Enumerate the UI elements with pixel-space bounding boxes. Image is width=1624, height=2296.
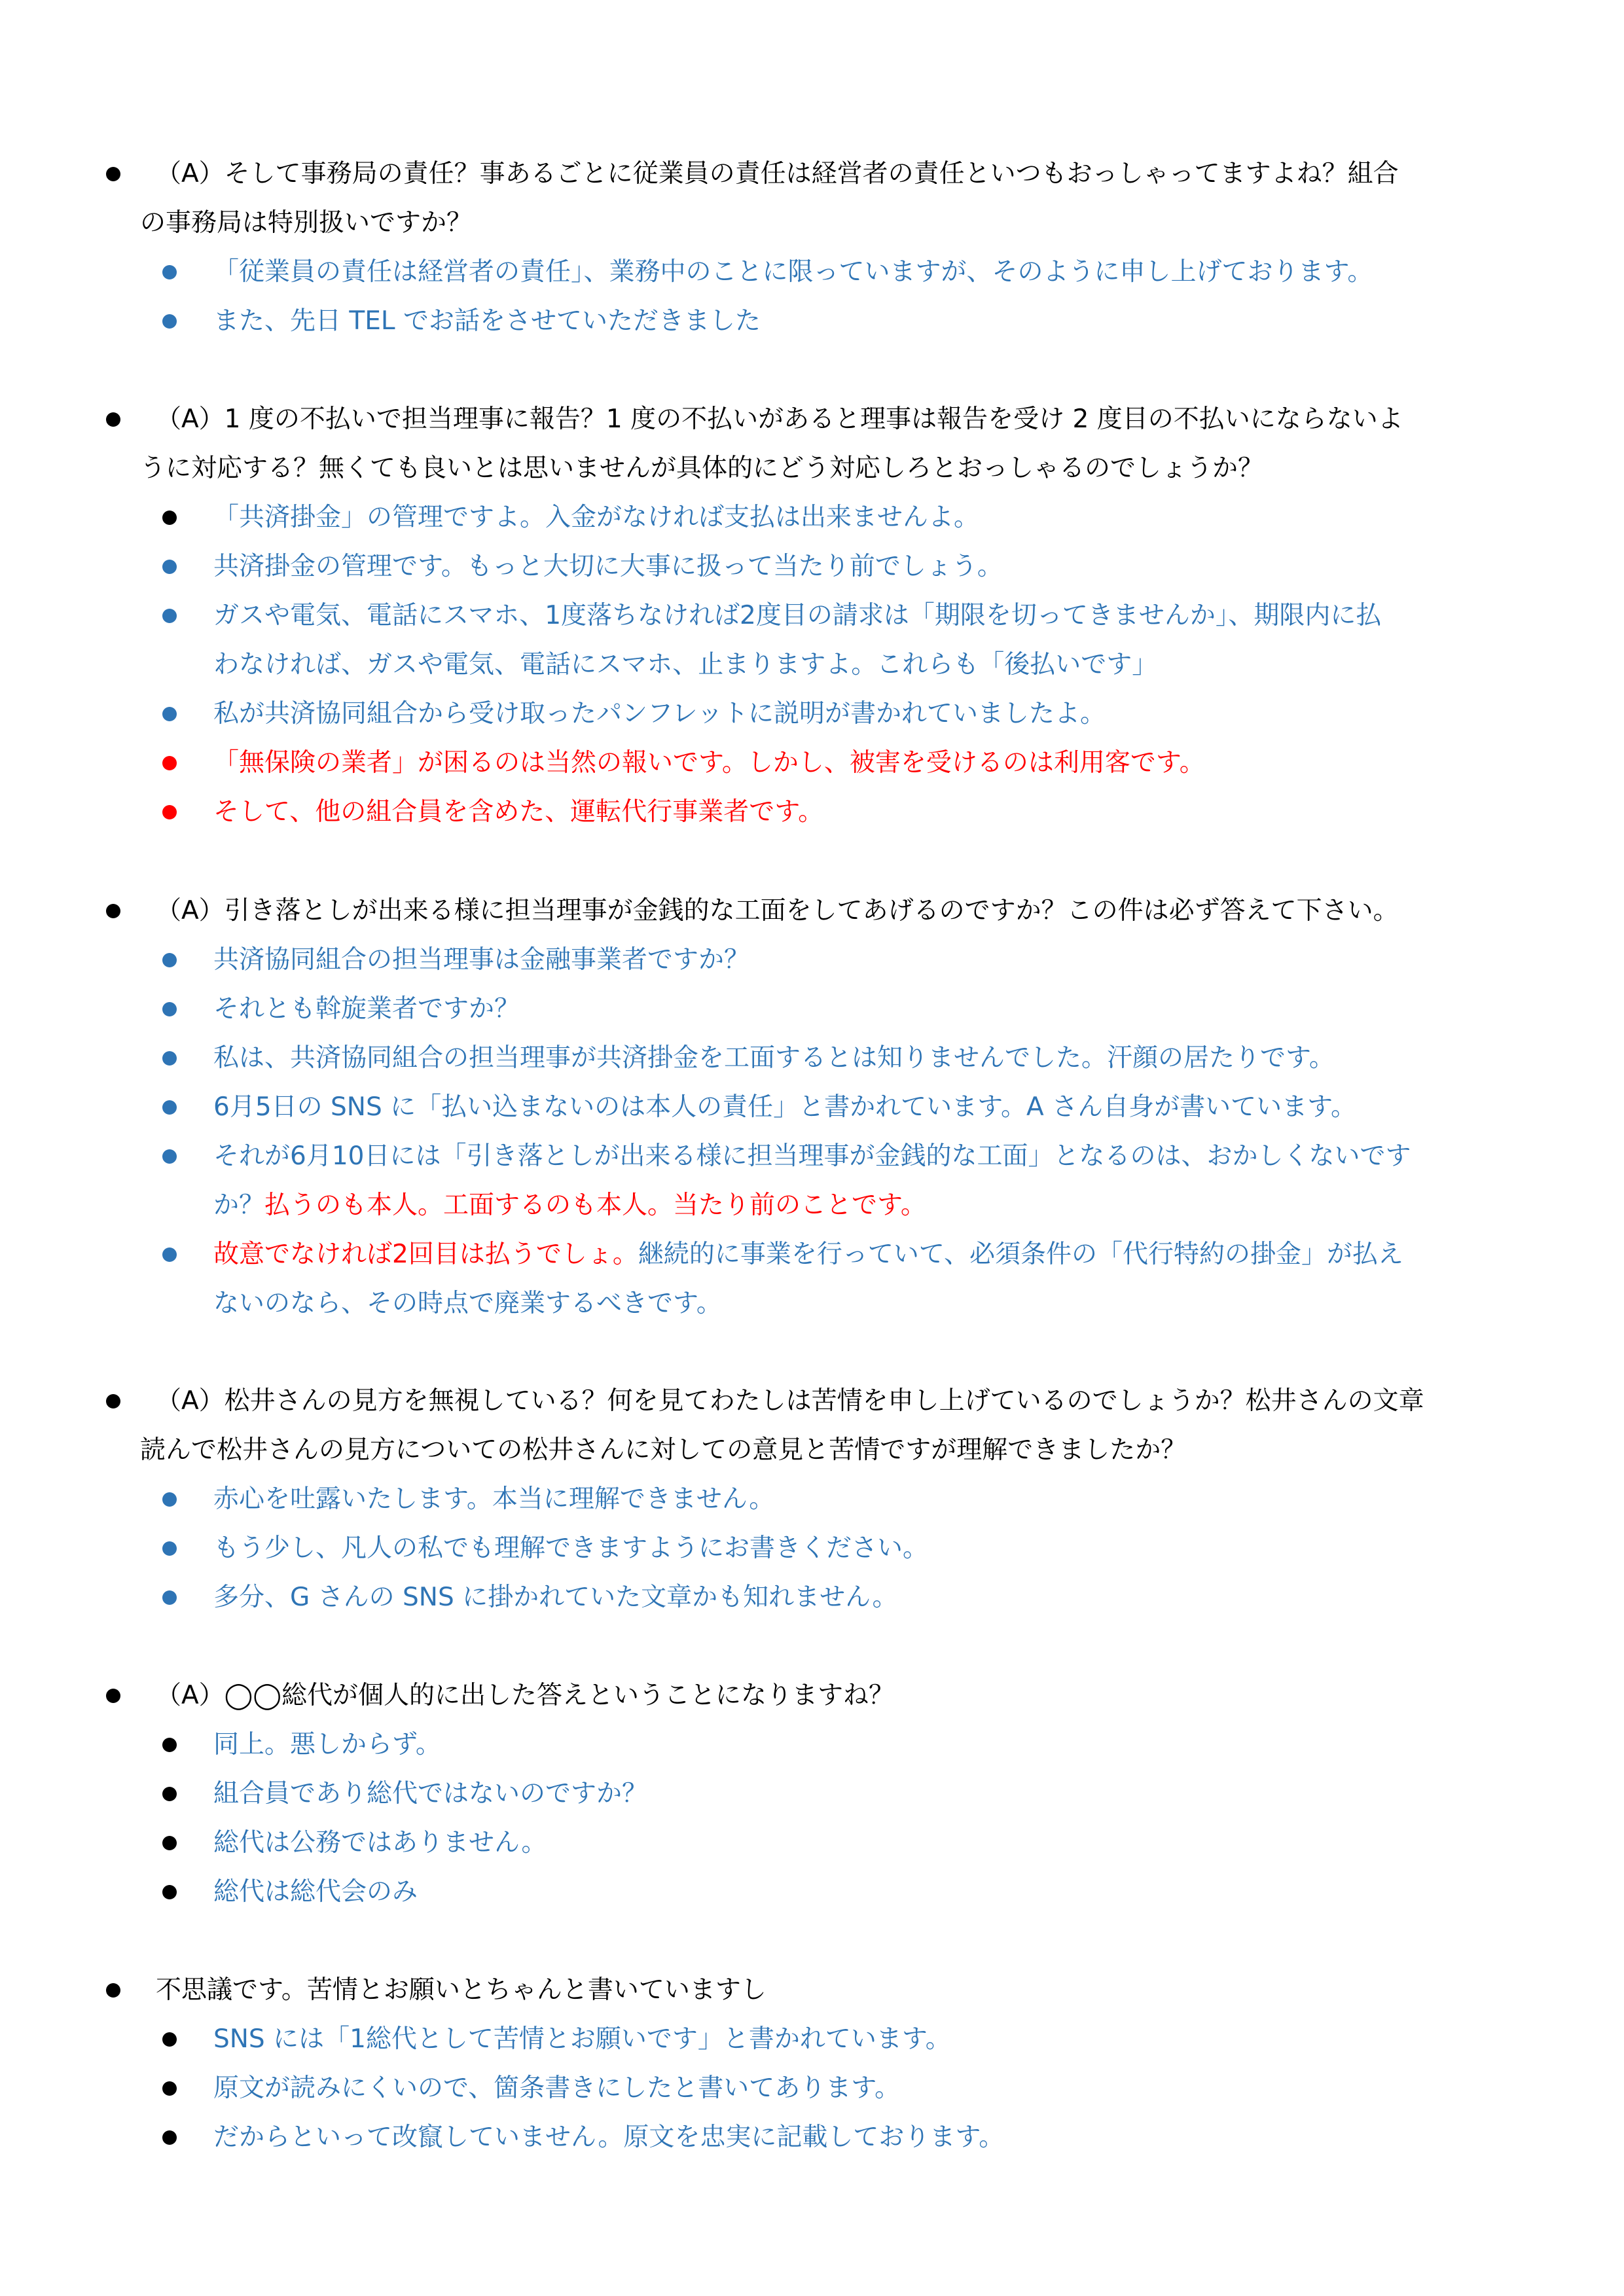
answer-text-segment: 故意でなければ2回目は払うでしょ。 (213, 1240, 638, 1269)
answer-bullet-icon (162, 1051, 177, 1066)
answer-text-segment: 共済協同組合の担当理事は金融事業者ですか？ (213, 945, 750, 975)
answer-text (213, 1132, 1411, 1181)
answer-bullet-icon (162, 756, 177, 770)
answer-text (213, 738, 1205, 787)
question-bullet-icon (106, 904, 120, 918)
answer-text-segment: もう少し、凡人の私でも理解できますようにお書きください。 (213, 1534, 929, 1563)
answer-text-segment: SNS には「1総代として苦情とお願いです」と書かれています。 (213, 2024, 951, 2054)
question-text: （A）そして事務局の責任？事あるごとに従業員の責任は経営者の責任といつもおっしゃってますよね？組合 (156, 159, 1399, 188)
answer-bullet-icon (162, 1885, 177, 1899)
answer-text (213, 1769, 647, 1818)
answer-bullet-icon (162, 265, 177, 279)
question-bullet-icon (106, 1689, 120, 1703)
answer-text-segment: 私は、共済協同組合の担当理事が共済掛金を工面するとは知りませんでした。汗顔の居たりです。 (213, 1043, 1335, 1073)
question-text: （A）松井さんの見方を無視している？何を見てわたしは苦情を申し上げているのでしょうか？松井さんの文章 (156, 1386, 1424, 1416)
answer-bullet-icon (162, 707, 177, 721)
answer-text (213, 296, 761, 346)
question-bullet-icon (106, 1394, 120, 1408)
answer-text-segment: 赤心を吐露いたします。本当に理解できません。 (213, 1484, 775, 1514)
answer-text (213, 1181, 926, 1230)
answer-text-segment: 原文が読みにくいので、箇条書きにしたと書いてあります。 (213, 2073, 901, 2103)
question-bullet-icon (106, 412, 120, 427)
answer-text (213, 1573, 897, 1622)
answer-bullet-icon (162, 314, 177, 329)
answer-text (213, 689, 1106, 738)
answer-text (213, 787, 823, 836)
answer-bullet-icon (162, 1541, 177, 1556)
answer-text (213, 493, 979, 542)
question-text: （A）1 度の不払いで担当理事に報告？1 度の不払いがあると理事は報告を受け 2 度目の不払いにならないよ (156, 404, 1403, 434)
answer-text (213, 1818, 547, 1867)
answer-text-segment: 「無保険の業者」が困るのは当然の報いです。しかし、被害を受けるのは利用客です。 (213, 748, 1205, 778)
answer-text-segment: ないのなら、その時点で廃業するべきです。 (213, 1289, 722, 1318)
answer-text-segment: 私が共済協同組合から受け取ったパンフレットに説明が書かれていましたよ。 (213, 699, 1106, 728)
question-text: （A）◯◯総代が個人的に出した答えということになりますね？ (156, 1681, 894, 1710)
answer-bullet-icon (162, 1492, 177, 1507)
answer-text-segment: わなければ、ガスや電気、電話にスマホ、止まりますよ。これらも「後払いです」 (213, 650, 1158, 679)
answer-bullet-icon (162, 2081, 177, 2096)
answer-text-segment: 総代は公務ではありません。 (213, 1828, 547, 1857)
answer-bullet-icon (162, 1002, 177, 1016)
answer-text (213, 591, 1381, 640)
answer-text-segment: か？ (213, 1191, 265, 1220)
answer-text (213, 1083, 1356, 1132)
question-text: 不思議です。苦情とお願いとちゃんと書いていますし (156, 1975, 767, 2005)
answer-text (213, 2064, 900, 2113)
answer-text-segment: そして、他の組合員を含めた、運転代行事業者です。 (213, 797, 824, 827)
answer-bullet-icon (162, 2130, 177, 2145)
question-text: うに対応する？無くても良いとは思いませんが具体的にどう対応しろとおっしゃるのでしょうか？ (140, 454, 1264, 483)
answer-bullet-icon (162, 953, 177, 967)
answer-text (213, 1720, 441, 1769)
question-bullet-icon (106, 1983, 120, 1998)
answer-bullet-icon (162, 1738, 177, 1752)
answer-text-segment: 総代は総代会のみ (213, 1877, 418, 1907)
answer-text-segment: それとも斡旋業者ですか？ (213, 994, 520, 1024)
answer-text-segment: だからといって改竄していません。原文を忠実に記載しております。 (213, 2123, 1005, 2152)
answer-bullet-icon (162, 1149, 177, 1164)
answer-text (213, 1033, 1335, 1083)
answer-text (213, 1524, 928, 1573)
answer-text (213, 1475, 774, 1524)
answer-bullet-icon (162, 560, 177, 574)
answer-text-segment: 共済掛金の管理です。もっと大切に大事に扱って当たり前でしょう。 (213, 552, 1003, 581)
answer-text (213, 1230, 1403, 1279)
answer-text-segment: 「従業員の責任は経営者の責任」、業務中のことに限っていますが、そのように申し上げております。 (213, 257, 1373, 287)
answer-text (213, 2113, 1004, 2162)
answer-text (213, 247, 1373, 296)
answer-text (213, 935, 749, 984)
question-text: 読んで松井さんの見方についての松井さんに対しての意見と苦情ですが理解できましたか？ (140, 1435, 1187, 1465)
answer-text (213, 2015, 951, 2064)
answer-text-segment: 払うのも本人。工面するのも本人。当たり前のことです。 (264, 1191, 926, 1220)
answer-text (213, 1279, 722, 1328)
answer-text-segment: 多分、G さんの SNS に掛かれていた文章かも知れません。 (213, 1583, 898, 1612)
answer-text-segment: 同上。悪しからず。 (213, 1730, 441, 1759)
answer-bullet-icon (162, 2032, 177, 2047)
answer-bullet-icon (162, 609, 177, 623)
answer-bullet-icon (162, 1836, 177, 1850)
answer-bullet-icon (162, 1247, 177, 1262)
answer-text-segment: 組合員であり総代ではないのですか？ (213, 1779, 648, 1808)
answer-bullet-icon (162, 1590, 177, 1605)
question-bullet-icon (106, 167, 120, 181)
answer-text (213, 1867, 418, 1916)
answer-text (213, 542, 1003, 591)
answer-bullet-icon (162, 805, 177, 819)
answer-text-segment: 継続的に事業を行っていて、必須条件の「代行特約の掛金」が払え (638, 1240, 1404, 1269)
answer-text-segment: また、先日 TEL でお話をさせていただきました (213, 306, 761, 336)
question-text: の事務局は特別扱いですか？ (140, 208, 473, 238)
question-text: （A）引き落としが出来る様に担当理事が金銭的な工面をしてあげるのですか？この件は必ず答えて下さい。 (156, 896, 1399, 925)
answer-bullet-icon (162, 1100, 177, 1115)
answer-text (213, 640, 1157, 689)
answer-text-segment: 「共済掛金」の管理ですよ。入金がなければ支払は出来ませんよ。 (213, 503, 980, 532)
answer-bullet-icon (162, 511, 177, 525)
answer-text-segment: それが6月10日には「引き落としが出来る様に担当理事が金銭的な工面」となるのは、おかしくないです (213, 1141, 1411, 1171)
answer-text-segment: ガスや電気、電話にスマホ、1度落ちなければ2度目の請求は「期限を切ってきませんか」、期限内に払 (213, 601, 1382, 630)
answer-text (213, 984, 520, 1033)
answer-bullet-icon (162, 1787, 177, 1801)
answer-text-segment: 6月5日の SNS に「払い込まないのは本人の責任」と書かれています。A さん自身が書いています。 (213, 1092, 1356, 1122)
